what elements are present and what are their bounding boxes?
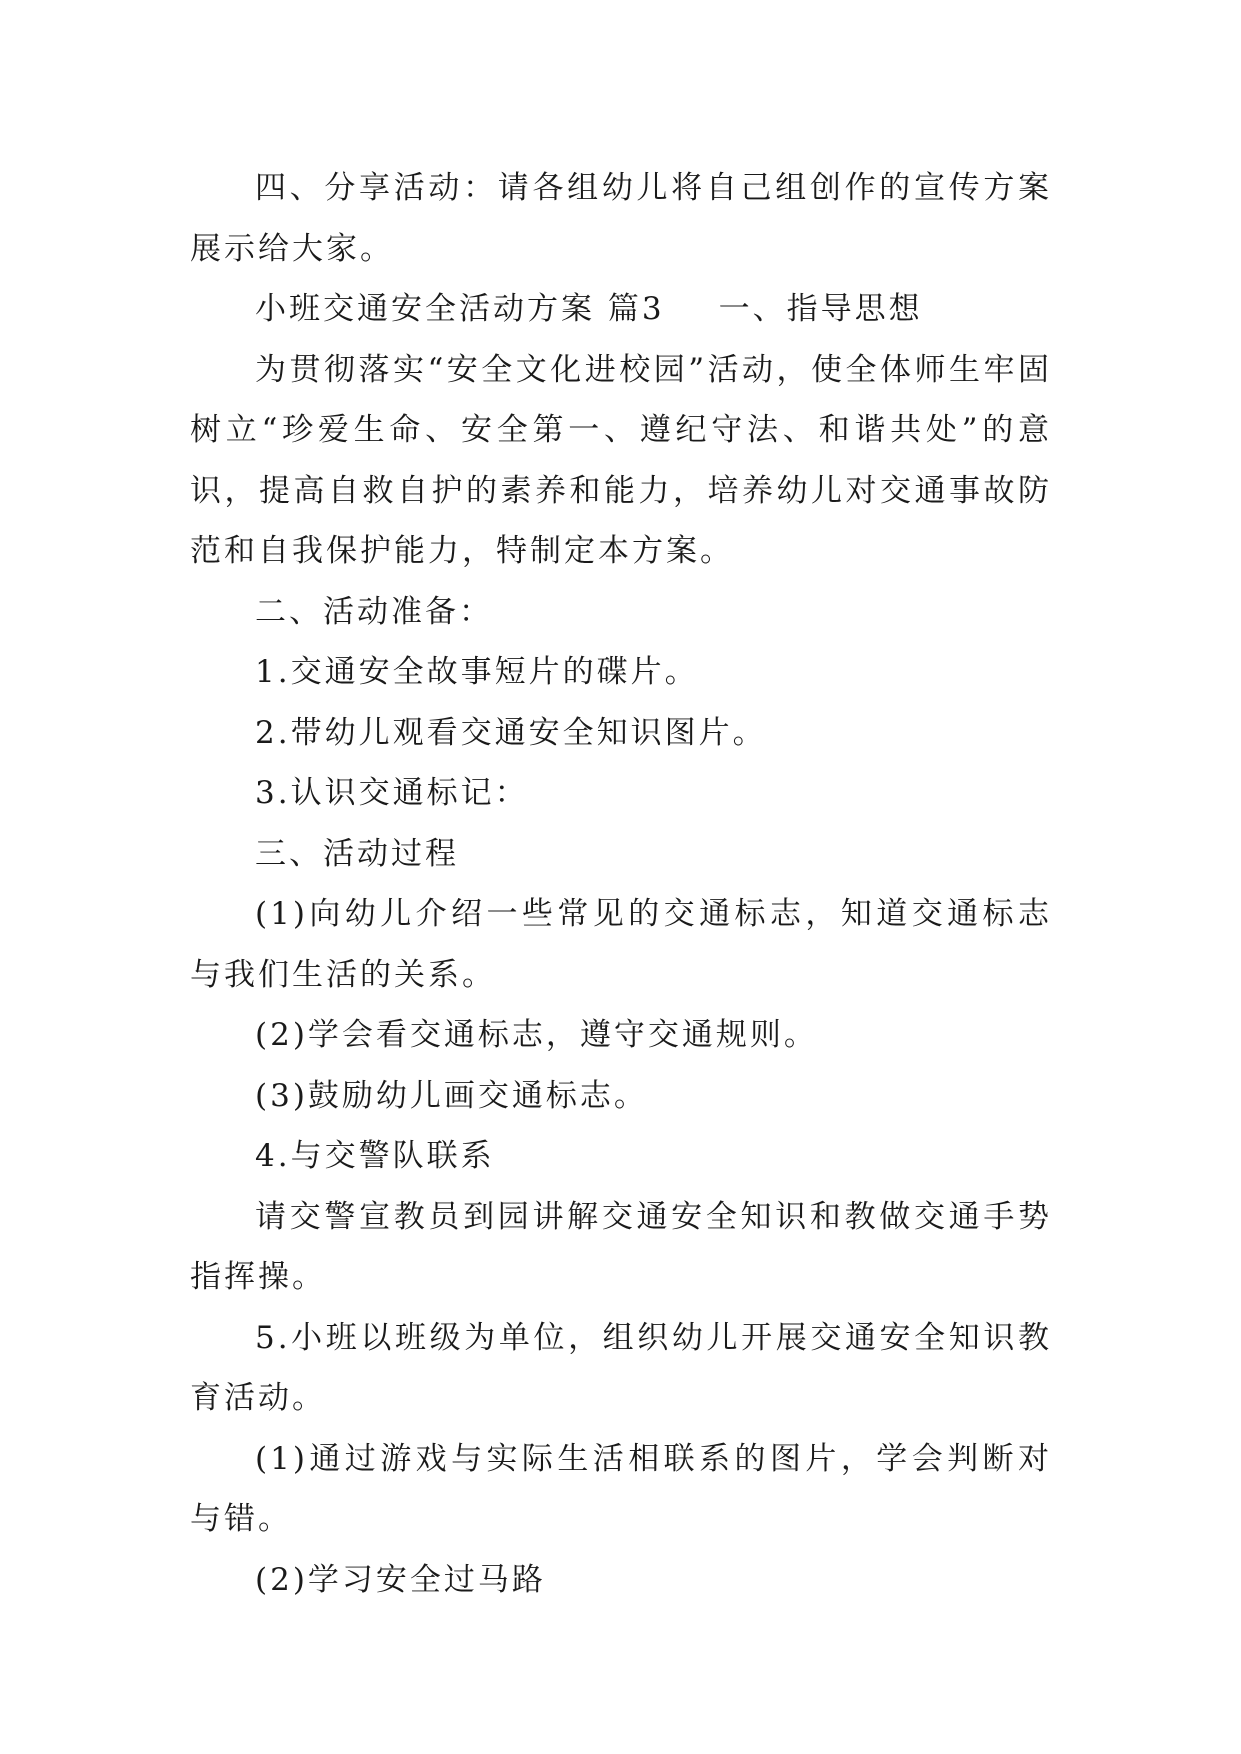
- heading-activity-process: 三、活动过程: [255, 835, 459, 872]
- list-item: (1)向幼儿介绍一些常见的交通标志，知道交通标志与我们生活的关系。: [190, 896, 1052, 993]
- list-item: (3)鼓励幼儿画交通标志。: [255, 1077, 648, 1114]
- list-item: 3.认识交通标记：: [255, 775, 529, 811]
- document-body: [190, 158, 1052, 1610]
- list-item: 2.带幼儿观看交通安全知识图片。: [255, 714, 767, 751]
- list-item: 4.与交警队联系: [255, 1138, 495, 1174]
- list-item: (2)学会看交通标志，遵守交通规则。: [255, 1017, 818, 1053]
- section-heading-guiding-ideology: 一、指导思想: [718, 291, 923, 327]
- list-item: (2)学习安全过马路: [255, 1561, 546, 1598]
- list-item: 1.交通安全故事短片的碟片。: [255, 654, 699, 690]
- paragraph-traffic-police: 请交警宣教员到园讲解交通安全知识和教做交通手势指挥操。: [190, 1198, 1052, 1295]
- paragraph-guiding-ideology: 为贯彻落实“安全文化进校园”活动，使全体师生牢固树立“珍爱生命、安全第一、遵纪守法、和谐共处”的意识，提高自救自护的素养和能力，培养幼儿对交通事故防范和自我保护能力，特制定本方案。: [190, 351, 1052, 569]
- list-item: (1)通过游戏与实际生活相联系的图片，学会判断对与错。: [190, 1440, 1052, 1537]
- section-title-line: [190, 279, 1052, 340]
- list-item: 5.小班以班级为单位，组织幼儿开展交通安全知识教育活动。: [190, 1319, 1052, 1416]
- paragraph-sharing-activity: 四、分享活动：请各组幼儿将自己组创作的宣传方案展示给大家。: [190, 170, 1052, 267]
- heading-activity-preparation: 二、活动准备：: [255, 593, 493, 630]
- section-title: 小班交通安全活动方案 篇3: [255, 291, 665, 327]
